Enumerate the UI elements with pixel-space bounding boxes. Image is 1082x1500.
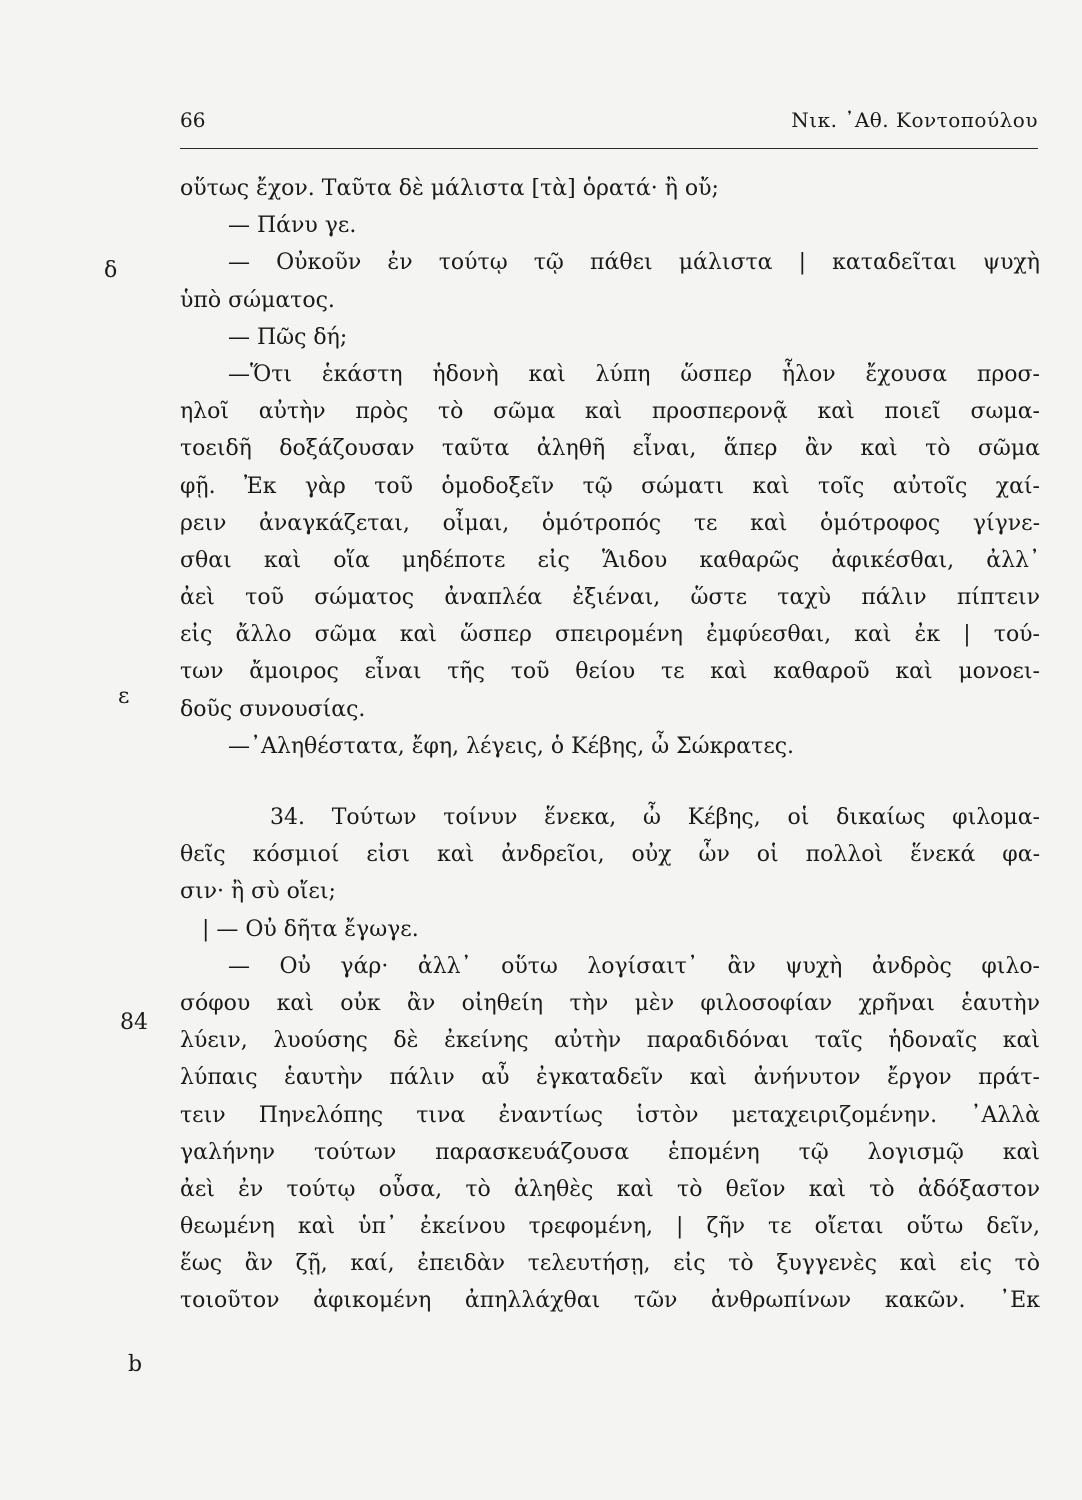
text-line: σιν· ἢ σὺ οἴει; (180, 879, 336, 905)
section-gap (180, 765, 1040, 799)
text-line: ἀεὶ ἐν τούτῳ οὖσα, τὸ ἀληθὲς καὶ τὸ θεῖον καὶ τὸ ἀδόξαστον (180, 1176, 1040, 1202)
text-line: ρειν ἀναγκάζεται, οἶμαι, ὁμότροπός τε καὶ ὁμότροφος γίγνε- (180, 510, 1040, 536)
text-line: σθαι καὶ οἵα μηδέποτε εἰς Ἅιδου καθαρῶς ἀφικέσθαι, ἀλλ᾽ (180, 547, 1040, 573)
text-line: οὕτως ἔχον. Ταῦτα δὲ μάλιστα [τὰ] ὁρατά· ἢ οὔ; (180, 176, 719, 201)
text-line: τοειδῆ δοξάζουσαν ταῦτα ἀληθῆ εἶναι, ἅπερ ἂν καὶ τὸ σῶμα (180, 436, 1040, 462)
text-line: ηλοῖ αὐτὴν πρὸς τὸ σῶμα καὶ προσπερονᾷ καὶ ποιεῖ σωμα- (180, 399, 1040, 425)
margin-note-stephanus-b: b (128, 1352, 143, 1377)
text-line: φῇ. Ἐκ γὰρ τοῦ ὁμοδοξεῖν τῷ σώματι καὶ τοῖς αὐτοῖς χαί- (180, 473, 1040, 499)
text-line: γαλήνην τούτων παρασκευάζουσα ἑπομένη τῷ λογισμῷ καὶ (180, 1139, 1040, 1165)
page-number: 66 (180, 108, 206, 132)
text-line: λύπαις ἑαυτὴν πάλιν αὖ ἐγκαταδεῖν καὶ ἀνήνυτον ἔργον πράτ- (180, 1065, 1040, 1091)
text-line: ἕως ἂν ζῇ, καί, ἐπειδὰν τελευτήσῃ, εἰς τὸ ξυγγενὲς καὶ εἰς τὸ (180, 1251, 1040, 1277)
text-line: θεῖς κόσμιοί εἰσι καὶ ἀνδρεῖοι, οὐχ ὧν οἱ πολλοὶ ἕνεκά φα- (180, 842, 1040, 868)
text-line: θεωμένη καὶ ὑπ᾽ ἐκείνου τρεφομένη, | ζῆν τε οἴεται οὕτω δεῖν, (180, 1214, 1040, 1240)
margin-note-stephanus-84: 84 (120, 1010, 148, 1035)
page-header (180, 108, 1038, 149)
text-line: —Ὅτι ἑκάστη ἡδονὴ καὶ λύπη ὥσπερ ἧλον ἔχουσα προσ- (228, 361, 1040, 387)
text-line: τοιοῦτον ἀφικομένη ἀπηλλάχθαι τῶν ἀνθρωπίνων κακῶν. ᾿Εκ (180, 1288, 1040, 1314)
text-line: | — Οὐ δῆτα ἔγωγε. (202, 916, 419, 942)
running-head: Νικ. ᾿Αθ. Κοντοπούλου (791, 108, 1038, 132)
text-line: ὑπὸ σώματος. (180, 287, 335, 313)
text-line: λύειν, λυούσης δὲ ἐκείνης αὐτὴν παραδιδόναι ταῖς ἡδοναῖς καὶ (180, 1028, 1040, 1054)
text-line: ἀεὶ τοῦ σώματος ἀναπλέα ἐξιέναι, ὥστε ταχὺ πάλιν πίπτειν (180, 585, 1040, 611)
text-line: —᾿Αληθέστατα, ἔφη, λέγεις, ὁ Κέβης, ὦ Σώκρατες. (228, 733, 795, 759)
margin-note-stephanus-e: ε (118, 684, 130, 709)
text-line: — Οὐ γάρ· ἀλλ᾽ οὕτω λογίσαιτ᾽ ἂν ψυχὴ ἀνδρὸς φιλο- (228, 953, 1040, 979)
text-line: των ἄμοιρος εἶναι τῆς τοῦ θείου τε καὶ καθαροῦ καὶ μονοει- (180, 659, 1040, 685)
text-line: δοῦς συνουσίας. (180, 696, 366, 722)
text-line: τειν Πηνελόπης τινα ἐναντίως ἱστὸν μεταχειριζομένην. ᾿Αλλὰ (180, 1102, 1040, 1128)
text-line: — Οὐκοῦν ἐν τούτῳ τῷ πάθει μάλιστα | καταδεῖται ψυχὴ (228, 250, 1040, 276)
text-line: εἰς ἄλλο σῶμα καὶ ὥσπερ σπειρομένη ἐμφύεσθαι, καὶ ἐκ | τού- (180, 622, 1040, 648)
margin-note-stephanus-d: δ (104, 258, 118, 283)
section-heading-line: 34. Τούτων τοίνυν ἕνεκα, ὦ Κέβης, οἱ δικαίως φιλομα- (270, 805, 1040, 830)
text-line: — Πάνυ γε. (228, 213, 357, 239)
text-line: — Πῶς δή; (228, 324, 348, 350)
text-line: σόφου καὶ οὐκ ἂν οἰηθείη τὴν μὲν φιλοσοφίαν χρῆναι ἑαυτὴν (180, 990, 1040, 1016)
body-text (180, 170, 1040, 1320)
